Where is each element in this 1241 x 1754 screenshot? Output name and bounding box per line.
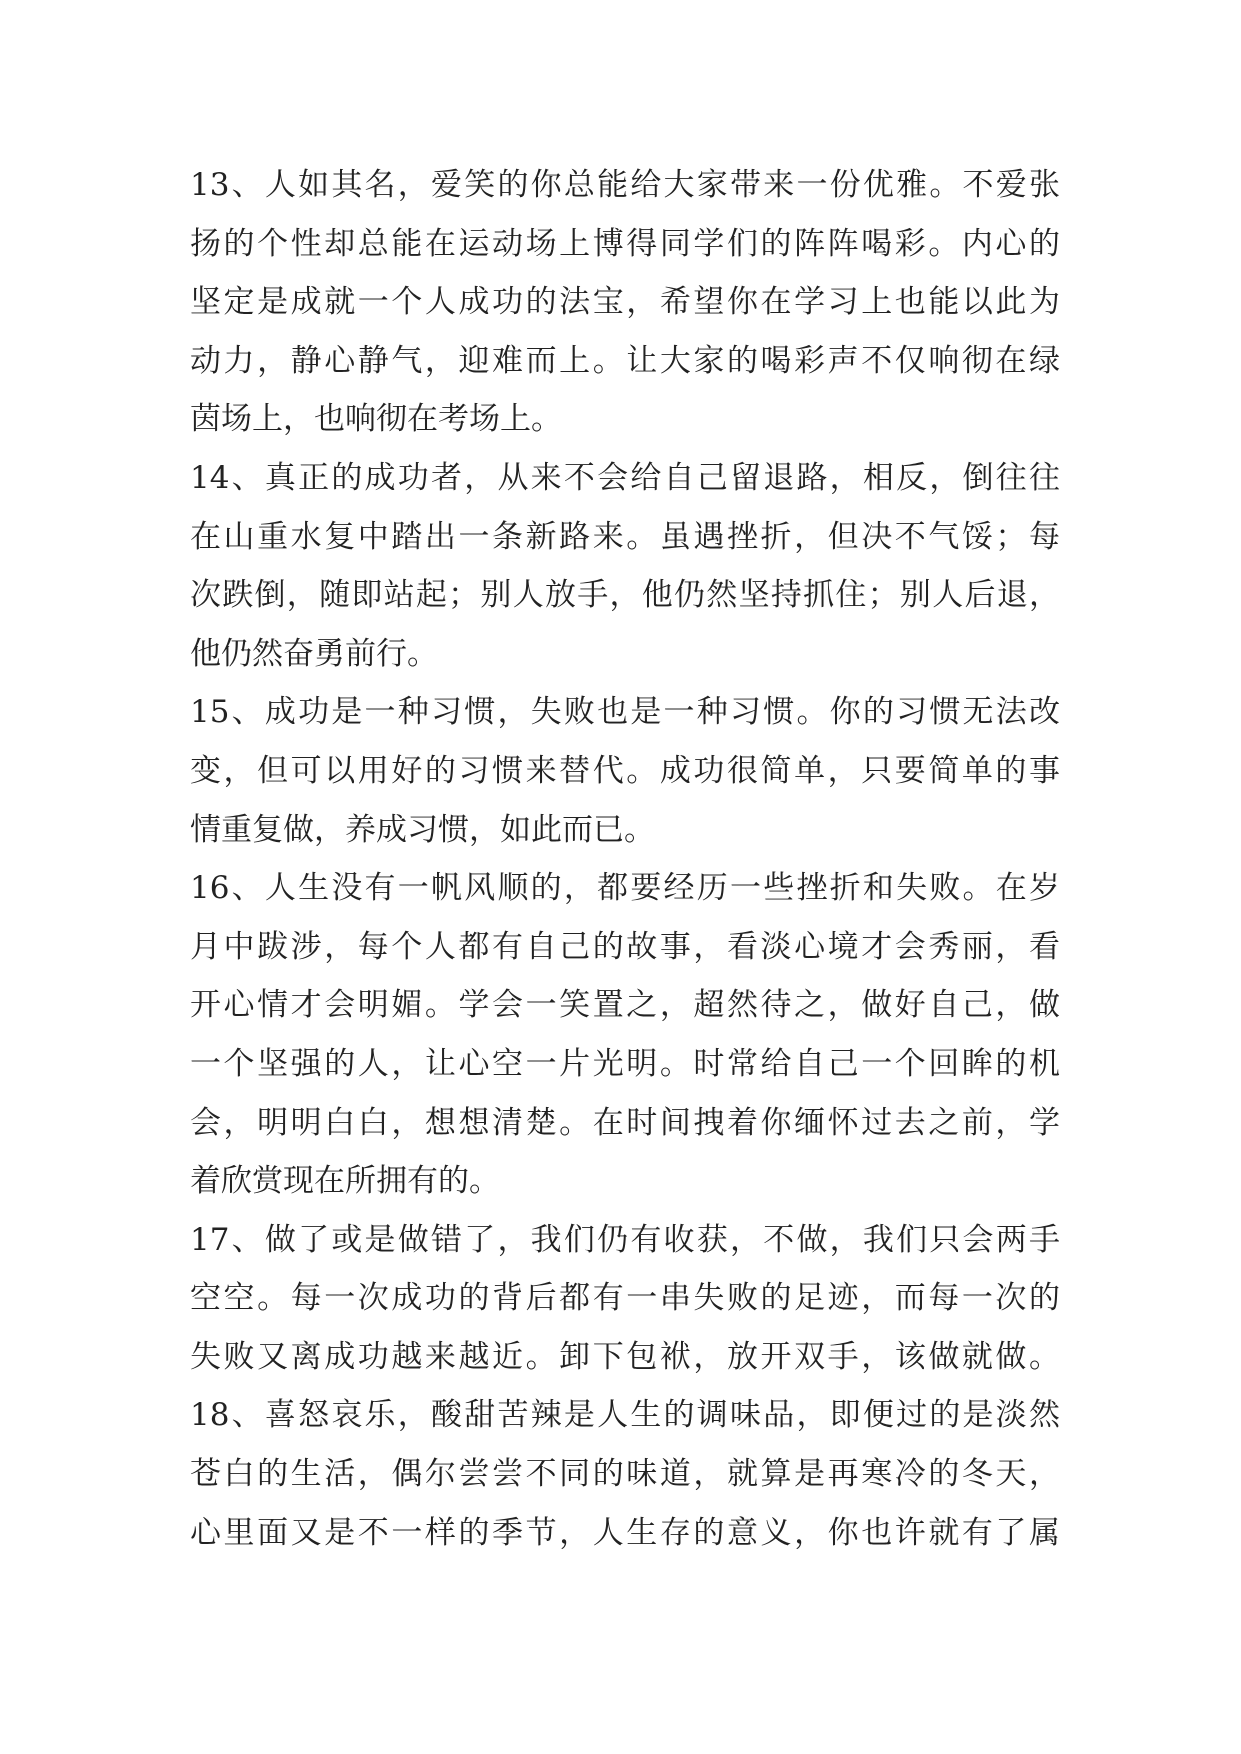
text-line: 一个坚强的人，让心空一片光明。时常给自己一个回眸的机 [190,1045,1060,1082]
paragraph-16 [190,859,1060,1211]
text-line: 情重复做，养成习惯，如此而已。 [190,811,655,848]
text-line: 会，明明白白，想想清楚。在时间拽着你缅怀过去之前，学 [190,1104,1060,1141]
text-line: 在山重水复中踏出一条新路来。虽遇挫折，但决不气馁；每 [190,518,1060,555]
paragraph-17 [190,1211,1060,1387]
paragraph-14 [190,449,1060,683]
text-line: 17、做了或是做错了，我们仍有收获，不做，我们只会两手 [190,1221,1060,1258]
text-line: 空空。每一次成功的背后都有一串失败的足迹，而每一次的 [190,1280,1060,1317]
text-line: 14、真正的成功者，从来不会给自己留退路，相反，倒往往 [190,459,1060,496]
text-line: 开心情才会明媚。学会一笑置之，超然待之，做好自己，做 [190,987,1060,1024]
text-line: 15、成功是一种习惯，失败也是一种习惯。你的习惯无法改 [190,694,1060,731]
text-line: 苍白的生活，偶尔尝尝不同的味道，就算是再寒冷的冬天， [190,1456,1060,1493]
text-line: 茵场上，也响彻在考场上。 [190,401,562,438]
text-line: 18、喜怒哀乐，酸甜苦辣是人生的调味品，即便过的是淡然 [190,1397,1060,1434]
text-line: 失败又离成功越来越近。卸下包袱，放开双手，该做就做。 [190,1338,1060,1375]
text-line: 心里面又是不一样的季节，人生存的意义，你也许就有了属 [190,1514,1060,1551]
text-line: 着欣赏现在所拥有的。 [190,1163,500,1200]
text-line: 他仍然奋勇前行。 [190,635,438,672]
text-line: 扬的个性却总能在运动场上博得同学们的阵阵喝彩。内心的 [190,225,1060,262]
text-line: 次跌倒，随即站起；别人放手，他仍然坚持抓住；别人后退， [190,577,1060,614]
text-line: 月中跋涉，每个人都有自己的故事，看淡心境才会秀丽，看 [190,928,1060,965]
text-line: 动力，静心静气，迎难而上。让大家的喝彩声不仅响彻在绿 [190,342,1060,379]
text-line: 变，但可以用好的习惯来替代。成功很简单，只要简单的事 [190,752,1060,789]
paragraph-15 [190,683,1060,859]
document-body [190,156,1060,1562]
paragraph-18 [190,1386,1060,1562]
paragraph-13 [190,156,1060,449]
text-line: 16、人生没有一帆风顺的，都要经历一些挫折和失败。在岁 [190,870,1060,907]
text-line: 坚定是成就一个人成功的法宝，希望你在学习上也能以此为 [190,284,1060,321]
text-line: 13、人如其名，爱笑的你总能给大家带来一份优雅。不爱张 [190,167,1060,203]
